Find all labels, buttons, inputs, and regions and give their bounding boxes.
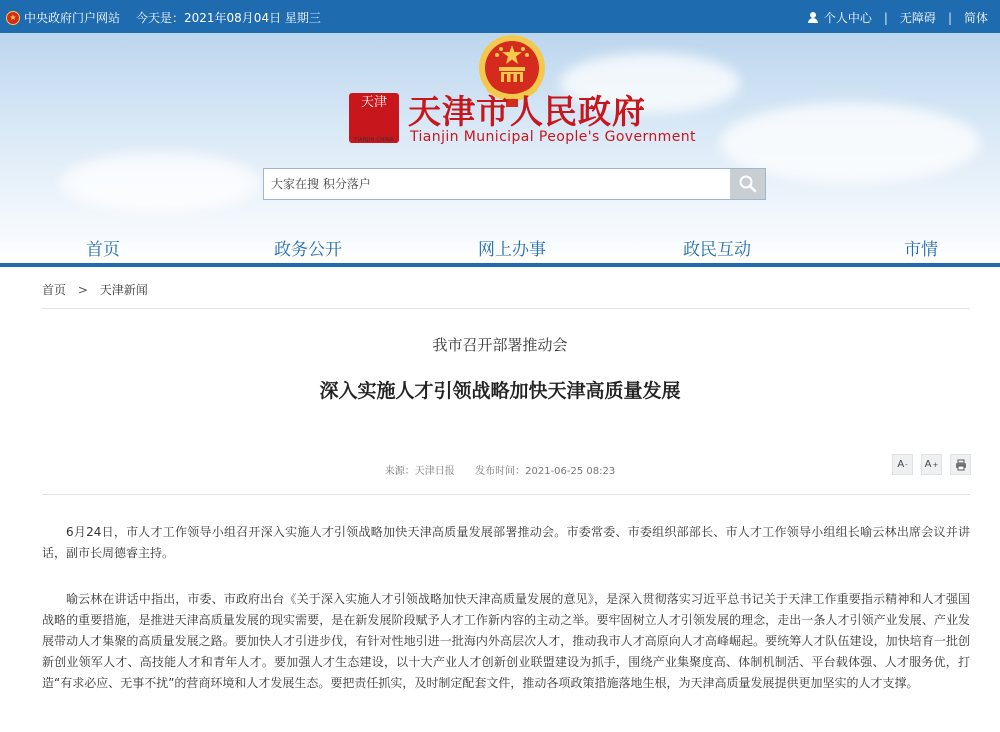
portal-link[interactable] [6,9,120,26]
seal-text: 天津 [360,95,387,110]
breadcrumb-home[interactable]: 首页 [42,283,67,297]
nav-divider [0,263,1000,267]
top-bar-links [808,9,988,26]
nav-item-government-affairs[interactable]: 政务公开 [274,240,342,260]
simplified-chinese-link[interactable]: 简体 [963,11,988,25]
font-increase-button[interactable] [921,454,942,475]
national-emblem-icon: ★ [6,11,20,25]
font-increase-label: A [924,459,932,470]
nav-item-city-info[interactable]: 市情 [904,240,938,260]
separator: | [947,10,952,25]
personal-center-link[interactable]: 个人中心 [823,11,872,25]
article-publish-time: 发布时间：2021-06-25 08:23 [475,466,616,477]
search-icon [738,174,758,194]
main-nav [0,235,1000,263]
article-subtitle: 我市召开部署推动会 [432,336,568,354]
accessibility-link[interactable]: 无障碍 [899,11,936,25]
font-decrease-button[interactable] [892,454,913,475]
seal-caption: TIANJIN·CHINA [354,137,394,143]
site-title-english: Tianjin Municipal People's Government [410,129,696,145]
breadcrumb-separator: > [77,283,88,297]
search-box [263,168,766,200]
print-icon [955,459,967,471]
top-bar [0,0,1000,33]
nav-item-online-services[interactable]: 网上办事 [478,240,546,260]
divider [42,308,970,309]
search-button[interactable] [730,169,765,199]
search-input[interactable] [264,169,730,199]
print-button[interactable] [950,454,971,475]
article-tools [892,454,971,475]
nav-item-public-interaction[interactable]: 政民互动 [683,240,751,260]
breadcrumb-current[interactable]: 天津新闻 [99,283,148,297]
separator: | [883,10,888,25]
article-meta [0,462,1000,477]
article-source: 来源：天津日报 [384,466,455,477]
person-icon [808,12,818,23]
article-title: 深入实施人才引领战略加快天津高质量发展 [319,380,681,402]
portal-link-label[interactable]: 中央政府门户网站 [24,11,121,25]
breadcrumb [42,281,148,298]
divider [42,494,970,495]
article-paragraph: 6月24日，市人才工作领导小组召开深入实施人才引领战略加快天津高质量发展部署推动会。市委常委、市委组织部部长、市人才工作领导小组组长喻云林出席会议并讲话，副市长周德睿主持。 [42,525,970,560]
article-paragraph: 喻云林在讲话中指出，市委、市政府出台《关于深入实施人才引领战略加快天津高质量发展的意见》，是深入贯彻落实习近平总书记关于天津工作重要指示精神和人才强国战略的重要措施，是推进天津高质量发展的现实需要，是在新发展阶段赋予人才工作新内容的主动之举。要牢固树立人才引领发展的理念，走出一条人才引领产业发展、产业发展带动人才集聚的高质量发展之路。要加快人才引进步伐，有针对性地引进一批海内外高层次人才，推动我市人才高原向人才高峰崛起。要统筹人才队伍建设，加快培育一批创新创业领军人才、高技能人才和青年人才。要加强人才生态建设，以十大产业人才创新创业联盟建设为抓手，围绕产业集聚度高、体制机制活、平台载体强、人才服务优，打造“有求必应、无事不扰”的营商环境和人才发展生态。要把责任抓实，及时制定配套文件，推动各项政策措施落地生根，为天津高质量发展提供更加坚实的人才支撑。 [42,592,970,690]
nav-item-home[interactable]: 首页 [86,240,120,260]
font-increase-sup: + [932,460,939,469]
font-decrease-sup: - [905,460,908,469]
site-title[interactable]: 天津市人民政府 [408,92,646,131]
tianjin-seal-logo [349,93,399,143]
current-date: 今天是：2021年08月04日 星期三 [136,11,321,25]
cloud-decoration [60,153,260,213]
header-banner [0,33,1000,263]
font-decrease-label: A [897,459,905,470]
